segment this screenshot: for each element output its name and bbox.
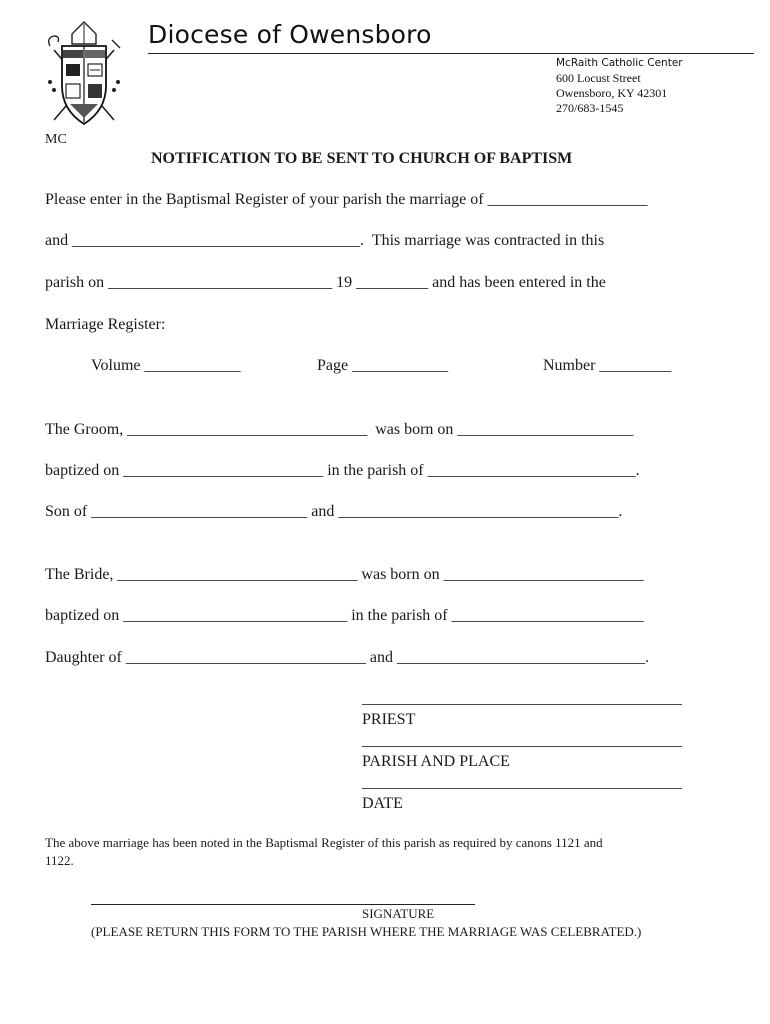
parish-on-line[interactable]: parish on ____________________________ 19 _________ and has been entered in the [45, 274, 606, 291]
marriage-of-line[interactable]: Please enter in the Baptismal Register of your parish the marriage of ____________________ [45, 191, 648, 208]
diocese-title: Diocese of Owensboro [148, 20, 432, 49]
groom-name-line[interactable]: The Groom, ______________________________ was born on ______________________ [45, 421, 634, 438]
canon-note-line-1: The above marriage has been noted in the Baptismal Register of this parish as required by canons 1121 and [45, 835, 603, 850]
bride-name-line[interactable]: The Bride, ______________________________ was born on _________________________ [45, 566, 644, 583]
bride-parents-line[interactable]: Daughter of ______________________________ and _______________________________. [45, 649, 649, 666]
parish-place-label: PARISH AND PLACE [362, 753, 510, 770]
address-line-2: 600 Locust Street [556, 71, 641, 85]
volume-field[interactable]: Volume ____________ [91, 357, 241, 374]
groom-parents-line[interactable]: Son of ___________________________ and ___________________________________. [45, 503, 623, 520]
form-title: NOTIFICATION TO BE SENT TO CHURCH OF BAPTISM [151, 150, 573, 167]
priest-signature-line[interactable]: ________________________________________ [362, 690, 682, 707]
header-rule [148, 53, 754, 54]
bride-baptized-line[interactable]: baptized on ____________________________ in the parish of ________________________ [45, 607, 644, 624]
and-spouse-line[interactable]: and ____________________________________. This marriage was contracted in this [45, 232, 605, 249]
parish-place-line[interactable]: ________________________________________ [362, 732, 682, 749]
date-label: DATE [362, 795, 403, 812]
address-line-1: McRaith Catholic Center [556, 57, 683, 69]
date-line[interactable]: ________________________________________ [362, 774, 682, 791]
marriage-register-label: Marriage Register: [45, 316, 166, 333]
address-line-4: 270/683-1545 [556, 101, 624, 115]
address-line-3: Owensboro, KY 42301 [556, 86, 668, 100]
groom-baptized-line[interactable]: baptized on _________________________ in the parish of __________________________. [45, 462, 640, 479]
signature-label: SIGNATURE [362, 906, 435, 921]
priest-label: PRIEST [362, 711, 416, 728]
number-field[interactable]: Number _________ [543, 357, 672, 374]
diocese-crest-logo [44, 20, 124, 128]
address-block [556, 56, 683, 116]
canon-note-line-2: 1122. [45, 853, 74, 868]
return-instruction: (PLEASE RETURN THIS FORM TO THE PARISH WHERE THE MARRIAGE WAS CELEBRATED.) [91, 924, 642, 939]
form-code: MC [45, 132, 67, 147]
page-field[interactable]: Page ____________ [317, 357, 449, 374]
baptism-parish-signature-line[interactable] [91, 904, 475, 905]
